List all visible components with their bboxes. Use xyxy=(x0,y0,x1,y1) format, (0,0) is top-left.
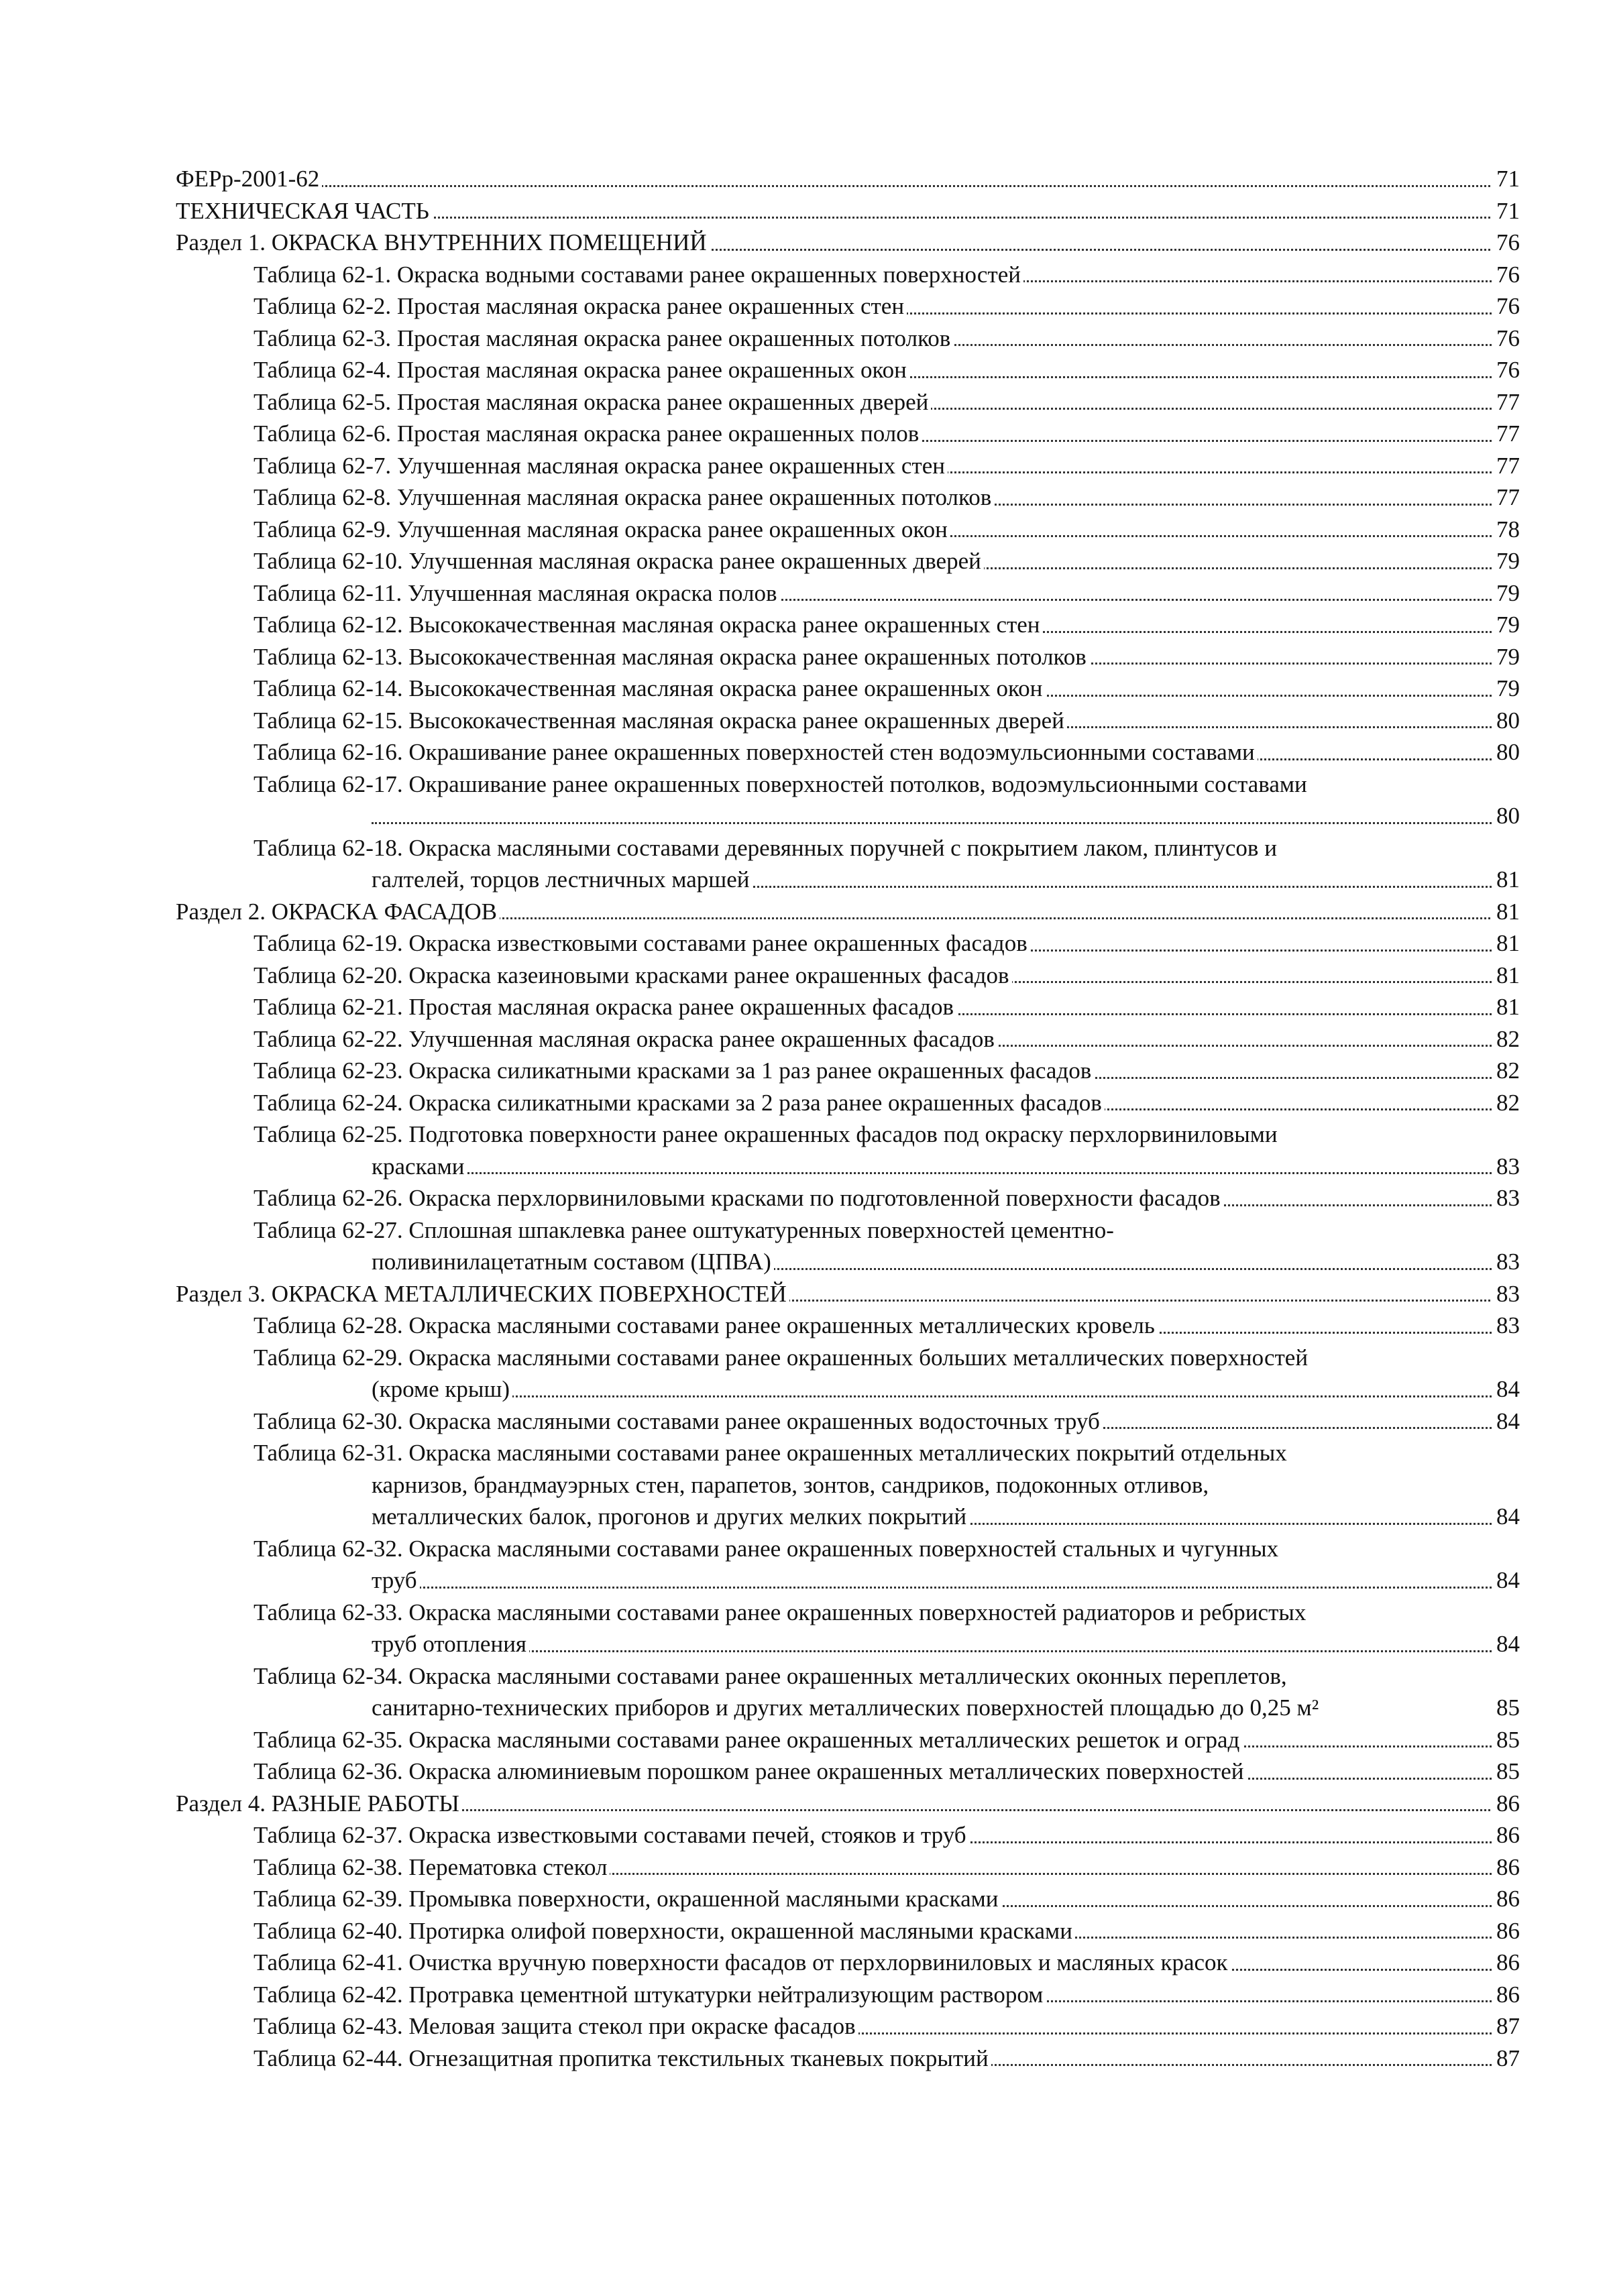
toc-entry-title: Таблица 62-42. Протравка цементной штукатурки нейтрализующим раствором xyxy=(254,1982,1046,2008)
leader-dots xyxy=(372,1587,1520,1589)
toc-entry-title: карнизов, брандмауэрных стен, парапетов, зонтов, сандриков, подоконных отливов, xyxy=(372,1472,1211,1498)
toc-entry-title: Таблица 62-30. Окраска масляными составами ранее окрашенных водосточных труб xyxy=(254,1408,1103,1434)
toc-table-entry[interactable] xyxy=(176,1883,1520,1915)
toc-entry-title: труб отопления xyxy=(372,1631,529,1657)
toc-table-entry[interactable] xyxy=(176,1437,1520,1533)
toc-page-number: 82 xyxy=(1492,1087,1520,1119)
toc-entry-title: Таблица 62-28. Окраска масляными составами ранее окрашенных металлических кровель xyxy=(254,1312,1158,1338)
toc-page-number: 76 xyxy=(1492,227,1520,259)
toc-table-entry[interactable] xyxy=(176,1533,1520,1597)
toc-page-number: 87 xyxy=(1492,2010,1520,2043)
toc-entry-title: Таблица 62-32. Окраска масляными составами ранее окрашенных поверхностей стальных и чугунных xyxy=(254,1536,1281,1562)
toc-table-entry[interactable] xyxy=(176,1118,1520,1182)
toc-section-entry[interactable] xyxy=(176,1788,1520,1820)
toc-table-entry[interactable] xyxy=(176,673,1520,705)
toc-table-entry[interactable] xyxy=(176,832,1520,896)
toc-page-number: 87 xyxy=(1492,2043,1520,2075)
toc-page-number: 84 xyxy=(1492,1405,1520,1438)
toc-entry-title: Таблица 62-4. Простая масляная окраска ранее окрашенных окон xyxy=(254,357,909,383)
toc-entry-title: Таблица 62-17. Окрашивание ранее окрашенных поверхностей потолков, водоэмульсионными составами xyxy=(254,771,1310,797)
toc-page-number: 79 xyxy=(1492,545,1520,577)
toc-table-entry[interactable] xyxy=(176,290,1520,323)
toc-entry-title: труб xyxy=(372,1567,420,1593)
toc-entry-title: Таблица 62-27. Сплошная шпаклевка ранее оштукатуренных поверхностей цементно- xyxy=(254,1217,1117,1243)
toc-table-entry[interactable] xyxy=(176,991,1520,1023)
toc-page-number: 76 xyxy=(1492,354,1520,386)
toc-entry-title: Таблица 62-22. Улучшенная масляная окраска ранее окрашенных фасадов xyxy=(254,1026,997,1052)
toc-table-entry[interactable] xyxy=(176,2043,1520,2075)
toc-section-entry[interactable] xyxy=(176,227,1520,259)
toc-table-entry[interactable] xyxy=(176,1947,1520,1979)
toc-page-number: 76 xyxy=(1492,323,1520,355)
toc-table-entry[interactable] xyxy=(176,1660,1520,1724)
toc-table-entry[interactable] xyxy=(176,354,1520,386)
table-of-contents xyxy=(176,163,1520,2074)
toc-page-number: 77 xyxy=(1492,450,1520,482)
toc-entry-title: Таблица 62-44. Огнезащитная пропитка текстильных тканевых покрытий xyxy=(254,2045,991,2071)
toc-table-entry[interactable] xyxy=(176,481,1520,514)
toc-entry-title: Таблица 62-5. Простая масляная окраска ранее окрашенных дверей xyxy=(254,389,931,415)
toc-entry-title: Раздел 3. ОКРАСКА МЕТАЛЛИЧЕСКИХ ПОВЕРХНОСТЕЙ xyxy=(176,1281,789,1307)
toc-entry-title: Таблица 62-23. Окраска силикатными красками за 1 раз ранее окрашенных фасадов xyxy=(254,1057,1094,1084)
toc-table-entry[interactable] xyxy=(176,577,1520,610)
toc-page-number: 84 xyxy=(1492,1501,1520,1533)
toc-entry-title: Таблица 62-6. Простая масляная окраска ранее окрашенных полов xyxy=(254,420,922,447)
toc-page-number: 86 xyxy=(1492,1788,1520,1820)
toc-section-entry[interactable] xyxy=(176,195,1520,227)
toc-table-entry[interactable] xyxy=(176,1055,1520,1087)
toc-table-entry[interactable] xyxy=(176,1214,1520,1278)
toc-table-entry[interactable] xyxy=(176,1023,1520,1055)
toc-page-number: 83 xyxy=(1492,1278,1520,1310)
toc-page-number: 82 xyxy=(1492,1055,1520,1087)
toc-page-number: 82 xyxy=(1492,1023,1520,1055)
toc-entry-title: Таблица 62-11. Улучшенная масляная окраска полов xyxy=(254,580,780,606)
toc-table-entry[interactable] xyxy=(176,609,1520,641)
toc-entry-title: Таблица 62-9. Улучшенная масляная окраска ранее окрашенных окон xyxy=(254,516,950,542)
toc-table-entry[interactable] xyxy=(176,1979,1520,2011)
toc-page-number: 77 xyxy=(1492,481,1520,514)
toc-section-entry[interactable] xyxy=(176,163,1520,195)
toc-page-number: 81 xyxy=(1492,864,1520,896)
toc-page-number: 77 xyxy=(1492,386,1520,418)
toc-page-number: 83 xyxy=(1492,1182,1520,1214)
toc-page-number: 86 xyxy=(1492,1819,1520,1851)
toc-page-number: 78 xyxy=(1492,514,1520,546)
toc-section-entry[interactable] xyxy=(176,896,1520,928)
toc-table-entry[interactable] xyxy=(176,960,1520,992)
toc-entry-title: Таблица 62-12. Высококачественная масляная окраска ранее окрашенных стен xyxy=(254,612,1043,638)
toc-page-number: 85 xyxy=(1492,1724,1520,1756)
toc-entry-title: Таблица 62-14. Высококачественная масляная окраска ранее окрашенных окон xyxy=(254,675,1045,701)
leader-dots xyxy=(372,1395,1520,1397)
toc-entry-title: Раздел 2. ОКРАСКА ФАСАДОВ xyxy=(176,899,500,925)
toc-page-number: 76 xyxy=(1492,290,1520,323)
toc-page-number: 81 xyxy=(1492,927,1520,960)
leader-dots xyxy=(372,1650,1520,1652)
toc-table-entry[interactable] xyxy=(176,1310,1520,1342)
toc-entry-title: Таблица 62-31. Окраска масляными составами ранее окрашенных металлических покрытий отдельных xyxy=(254,1440,1290,1466)
leader-dots xyxy=(372,822,1520,824)
toc-entry-title: Таблица 62-13. Высококачественная масляная окраска ранее окрашенных потолков xyxy=(254,644,1089,670)
toc-page-number: 83 xyxy=(1492,1310,1520,1342)
toc-table-entry[interactable] xyxy=(176,1819,1520,1851)
toc-entry-title: Таблица 62-38. Перематовка стекол xyxy=(254,1854,610,1880)
toc-table-entry[interactable] xyxy=(176,1342,1520,1405)
toc-entry-title: Таблица 62-29. Окраска масляными составами ранее окрашенных больших металлических поверхностей xyxy=(254,1344,1311,1371)
toc-table-entry[interactable] xyxy=(176,1724,1520,1756)
toc-entry-title: галтелей, торцов лестничных маршей xyxy=(372,866,753,893)
toc-entry-title: Раздел 4. РАЗНЫЕ РАБОТЫ xyxy=(176,1790,462,1817)
toc-entry-title: санитарно-технических приборов и других металлических поверхностей площадью до 0,25 м² xyxy=(372,1695,1321,1721)
toc-entry-title: Таблица 62-26. Окраска перхлорвиниловыми красками по подготовленной поверхности фасадов xyxy=(254,1185,1223,1211)
toc-entry-title: красками xyxy=(372,1153,467,1180)
toc-page-number: 81 xyxy=(1492,896,1520,928)
toc-page-number: 83 xyxy=(1492,1246,1520,1278)
toc-entry-title: Таблица 62-3. Простая масляная окраска ранее окрашенных потолков xyxy=(254,325,953,351)
toc-entry-title: Таблица 62-7. Улучшенная масляная окраска ранее окрашенных стен xyxy=(254,453,948,479)
toc-page-number: 79 xyxy=(1492,673,1520,705)
toc-entry-title: Таблица 62-10. Улучшенная масляная окраска ранее окрашенных дверей xyxy=(254,548,984,574)
toc-entry-title: Таблица 62-25. Подготовка поверхности ранее окрашенных фасадов под окраску перхлорвиниловыми xyxy=(254,1121,1280,1147)
toc-entry-title: Таблица 62-34. Окраска масляными составами ранее окрашенных металлических оконных переплетов, xyxy=(254,1663,1290,1689)
leader-dots xyxy=(372,1172,1520,1174)
toc-entry-title: Раздел 1. ОКРАСКА ВНУТРЕННИХ ПОМЕЩЕНИЙ xyxy=(176,229,710,255)
toc-table-entry[interactable] xyxy=(176,2010,1520,2043)
toc-page-number: 81 xyxy=(1492,991,1520,1023)
toc-page-number: 84 xyxy=(1492,1373,1520,1405)
toc-page-number: 76 xyxy=(1492,259,1520,291)
toc-entry-title: Таблица 62-40. Протирка олифой поверхности, окрашенной масляными красками xyxy=(254,1918,1075,1944)
toc-table-entry[interactable] xyxy=(176,768,1520,832)
toc-page-number: 86 xyxy=(1492,1883,1520,1915)
toc-entry-title: Таблица 62-8. Улучшенная масляная окраска ранее окрашенных потолков xyxy=(254,484,994,510)
toc-entry-title: Таблица 62-19. Окраска известковыми составами ранее окрашенных фасадов xyxy=(254,930,1030,956)
toc-section-entry[interactable] xyxy=(176,1278,1520,1310)
toc-entry-title: поливинилацетатным составом (ЦПВА) xyxy=(372,1249,774,1275)
toc-entry-title: Таблица 62-20. Окраска казеиновыми красками ранее окрашенных фасадов xyxy=(254,962,1012,988)
toc-entry-title: Таблица 62-39. Промывка поверхности, окрашенной масляными красками xyxy=(254,1886,1001,1912)
toc-entry-title: Таблица 62-41. Очистка вручную поверхности фасадов от перхлорвиниловых и масляных красок xyxy=(254,1949,1231,1975)
toc-page-number: 79 xyxy=(1492,577,1520,610)
toc-page-number: 85 xyxy=(1492,1756,1520,1788)
toc-page-number: 79 xyxy=(1492,641,1520,673)
toc-entry-title: Таблица 62-15. Высококачественная масляная окраска ранее окрашенных дверей xyxy=(254,707,1067,734)
toc-table-entry[interactable] xyxy=(176,386,1520,418)
toc-table-entry[interactable] xyxy=(176,1087,1520,1119)
toc-entry-title: Таблица 62-21. Простая масляная окраска ранее окрашенных фасадов xyxy=(254,994,956,1020)
toc-table-entry[interactable] xyxy=(176,736,1520,768)
toc-table-entry[interactable] xyxy=(176,1405,1520,1438)
toc-page-number: 86 xyxy=(1492,1915,1520,1947)
toc-entry-title: Таблица 62-2. Простая масляная окраска ранее окрашенных стен xyxy=(254,293,907,319)
toc-table-entry[interactable] xyxy=(176,641,1520,673)
toc-table-entry[interactable] xyxy=(176,1597,1520,1660)
toc-table-entry[interactable] xyxy=(176,418,1520,450)
toc-page-number: 80 xyxy=(1492,736,1520,768)
toc-entry-title: Таблица 62-24. Окраска силикатными красками за 2 раза ранее окрашенных фасадов xyxy=(254,1090,1105,1116)
toc-page-number: 71 xyxy=(1492,163,1520,195)
toc-page-number: 80 xyxy=(1492,705,1520,737)
toc-entry-title: Таблица 62-35. Окраска масляными составами ранее окрашенных металлических решеток и оград xyxy=(254,1727,1242,1753)
toc-entry-title: металлических балок, прогонов и других мелких покрытий xyxy=(372,1503,969,1530)
toc-entry-title: (кроме крыш) xyxy=(372,1376,512,1402)
toc-table-entry[interactable] xyxy=(176,1756,1520,1788)
toc-page-number: 71 xyxy=(1492,195,1520,227)
toc-page-number: 83 xyxy=(1492,1151,1520,1183)
toc-table-entry[interactable] xyxy=(176,514,1520,546)
toc-page-number: 84 xyxy=(1492,1564,1520,1597)
toc-entry-title: Таблица 62-1. Окраска водными составами ранее окрашенных поверхностей xyxy=(254,262,1023,288)
toc-entry-title: Таблица 62-18. Окраска масляными составами деревянных поручней с покрытием лаком, плинтусов и xyxy=(254,835,1280,861)
toc-table-entry[interactable] xyxy=(176,450,1520,482)
toc-page-number: 80 xyxy=(1492,800,1520,832)
toc-table-entry[interactable] xyxy=(176,1182,1520,1214)
toc-entry-title: Таблица 62-36. Окраска алюминиевым порошком ранее окрашенных металлических поверхностей xyxy=(254,1758,1246,1784)
toc-table-entry[interactable] xyxy=(176,545,1520,577)
toc-entry-title: Таблица 62-33. Окраска масляными составами ранее окрашенных поверхностей радиаторов и ребристых xyxy=(254,1599,1309,1625)
toc-page-number: 79 xyxy=(1492,609,1520,641)
toc-entry-title: ФЕРр-2001-62 xyxy=(176,166,322,192)
toc-page-number: 77 xyxy=(1492,418,1520,450)
toc-entry-title: Таблица 62-16. Окрашивание ранее окрашенных поверхностей стен водоэмульсионными составами xyxy=(254,739,1258,765)
toc-table-entry[interactable] xyxy=(176,705,1520,737)
toc-entry-title: Таблица 62-37. Окраска известковыми составами печей, стояков и труб xyxy=(254,1822,969,1848)
toc-table-entry[interactable] xyxy=(176,323,1520,355)
toc-table-entry[interactable] xyxy=(176,1851,1520,1884)
toc-page-number: 85 xyxy=(1492,1692,1520,1724)
toc-page-number: 84 xyxy=(1492,1628,1520,1660)
toc-entry-title: ТЕХНИЧЕСКАЯ ЧАСТЬ xyxy=(176,198,432,224)
leader-dots xyxy=(176,185,1520,187)
toc-page-number: 86 xyxy=(1492,1979,1520,2011)
toc-page-number: 81 xyxy=(1492,960,1520,992)
toc-page-number: 86 xyxy=(1492,1947,1520,1979)
toc-table-entry[interactable] xyxy=(176,1915,1520,1947)
toc-page-number: 86 xyxy=(1492,1851,1520,1884)
toc-table-entry[interactable] xyxy=(176,259,1520,291)
toc-table-entry[interactable] xyxy=(176,927,1520,960)
toc-entry-title: Таблица 62-43. Меловая защита стекол при окраске фасадов xyxy=(254,2013,858,2039)
